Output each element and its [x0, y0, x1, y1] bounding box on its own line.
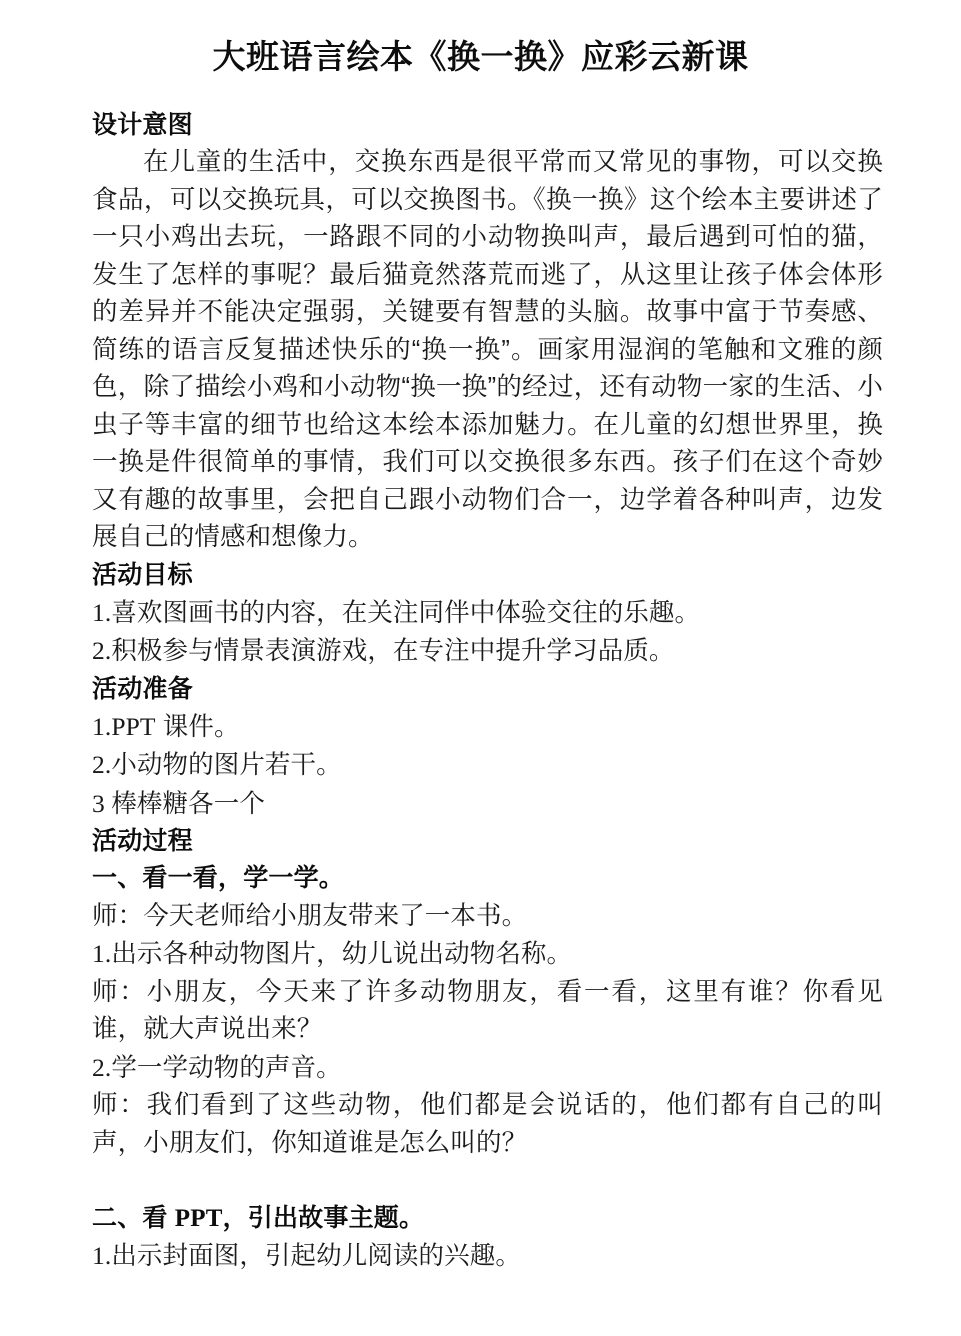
page-title: 大班语言绘本《换一换》应彩云新课 — [212, 38, 749, 75]
list-item-text: 喜欢图画书的内容，在关注同伴中体验交往的乐趣。 — [111, 598, 701, 627]
design-intent-paragraph: 在儿童的生活中，交换东西是很平常而又常见的事物，可以交换食品，可以交换玩具，可以交换图书。《换一换》这个绘本主要讲述了一只小鸡出去玩，一路跟不同的小动物换叫声，最后遇到可怕的猫，发生了怎样的事呢？最后猫竟然落荒而逃了，从这里让孩子体会体形的差异并不能决定强弱，关键要有智慧的头脑。故事中富于节奏感、简练的语言反复描述快乐的“换一换”。画家用湿润的笔触和文雅的颜色，除了描绘小鸡和小动物“换一换”的经过，还有动物一家的生活、小虫子等丰富的细节也给这本绘本添加魅力。在儿童的幻想世界里，换一换是件很简单的事情，我们可以交换很多东西。孩子们在这个奇妙又有趣的故事里，会把自己跟小动物们合一，边学着各种叫声，边发展自己的情感和想像力。 — [92, 148, 883, 552]
list-item-text: 课件。 — [155, 712, 240, 741]
subheading-prefix: 二、看 — [92, 1203, 175, 1232]
list-item-number: 2. — [92, 1052, 112, 1082]
list-item — [92, 594, 883, 633]
list-item-number: 3 — [92, 788, 112, 818]
list-item — [92, 632, 883, 671]
section-heading-activity-process: 活动过程 — [92, 827, 193, 856]
document-body — [0, 107, 961, 1336]
subheading-part-two — [92, 1200, 883, 1238]
list-item-number: 1. — [92, 939, 112, 969]
dialog-paragraph: 师：我们看到了这些动物，他们都是会说话的，他们都有自己的叫声，小朋友们，你知道谁是怎么叫的？ — [92, 1091, 883, 1157]
list-item-text: 积极参与情景表演游戏，在专注中提升学习品质。 — [111, 637, 675, 666]
list-item-text: 出示封面图，引起幼儿阅读的兴趣。 — [111, 1242, 521, 1271]
section-heading-activity-preparation: 活动准备 — [92, 674, 193, 703]
list-item-text: 出示各种动物图片，幼儿说出动物名称。 — [111, 940, 573, 969]
list-item-text: 棒棒糖各一个 — [111, 789, 265, 818]
list-item-number: 1. — [92, 597, 112, 627]
list-item — [92, 1049, 883, 1088]
list-item-latin-term: PPT — [111, 711, 156, 741]
subheading-suffix: ，引出故事主题。 — [222, 1203, 425, 1232]
list-item — [92, 785, 883, 824]
section-heading-design-intent: 设计意图 — [92, 111, 193, 140]
dialog-line: 师：今天老师给小朋友带来了一本书。 — [92, 901, 528, 930]
list-item — [92, 746, 883, 785]
subheading-part-one: 一、看一看，学一学。 — [92, 864, 345, 893]
page-bottom-space — [92, 1276, 883, 1336]
list-item-number: 2. — [92, 636, 112, 666]
list-item — [92, 708, 883, 747]
paragraph-spacer — [92, 1162, 883, 1200]
list-item-text: 学一学动物的声音。 — [111, 1053, 342, 1082]
list-item — [92, 1237, 883, 1276]
dialog-paragraph: 师：小朋友，今天来了许多动物朋友，看一看，这里有谁？你看见谁，就大声说出来？ — [92, 977, 883, 1044]
list-item-number: 1. — [92, 1241, 112, 1271]
list-item-text: 小动物的图片若干。 — [111, 751, 342, 780]
list-item-number: 1. — [92, 711, 112, 741]
list-item-number: 2. — [92, 750, 112, 780]
list-item — [92, 935, 883, 974]
subheading-latin-term: PPT — [174, 1204, 223, 1232]
section-heading-activity-goals: 活动目标 — [92, 560, 193, 589]
